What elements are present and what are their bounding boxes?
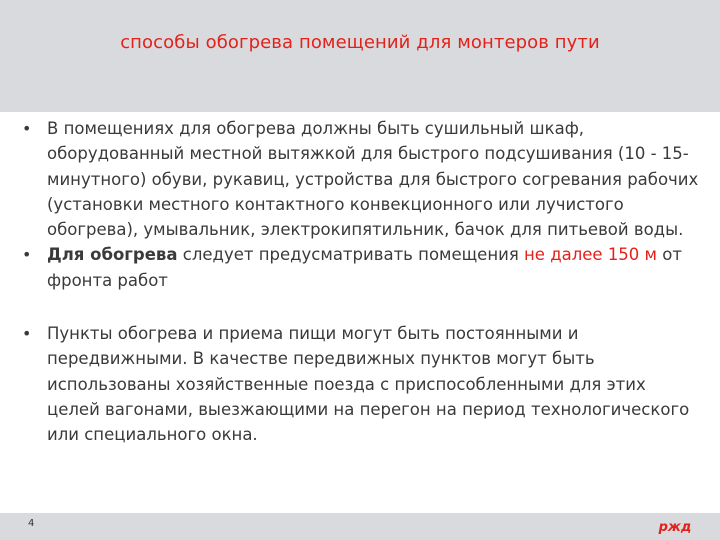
bullet-text: В помещениях для обогрева должны быть сушильный шкаф, оборудованный местной вытяжкой для быстрого подсушивания (10 - 15-минутного) обуви, рукавиц, устройства для быстрого согревания рабочих (установки местного контактного конвекционного или лучистого обогрева), умывальник, электрокипятильник, бачок для питьевой воды. (47, 119, 699, 240)
slide-title: способы обогрева помещений для монтеров пути (120, 32, 600, 53)
header-band (0, 0, 720, 112)
page-number: 4 (28, 518, 35, 529)
bullet-icon: • (22, 324, 32, 344)
bullet-item (22, 242, 702, 293)
bullet-icon: • (22, 119, 32, 138)
bullet-text: Пункты обогрева и приема пищи могут быть постоянными и передвижными. В качестве передвижных пунктов могут быть использованы хозяйственные поезда с приспособленными для этих целей вагонами, выезжающими на перегон на период технологического или специального окна. (47, 324, 690, 445)
bullet-item (22, 116, 702, 242)
footer-band (0, 513, 720, 540)
rzd-logo-icon (655, 516, 695, 536)
bullet-text: следует предусматривать помещения (177, 245, 525, 265)
bullet-item (22, 321, 702, 447)
bullet-highlight-text: не далее 150 м (524, 245, 657, 265)
bullet-text: от фронта работ (47, 245, 682, 290)
bullet-icon: • (22, 245, 32, 265)
slide-content (22, 116, 702, 448)
bullet-bold-text: Для обогрева (47, 245, 178, 265)
logo-text: ржд (658, 520, 692, 535)
